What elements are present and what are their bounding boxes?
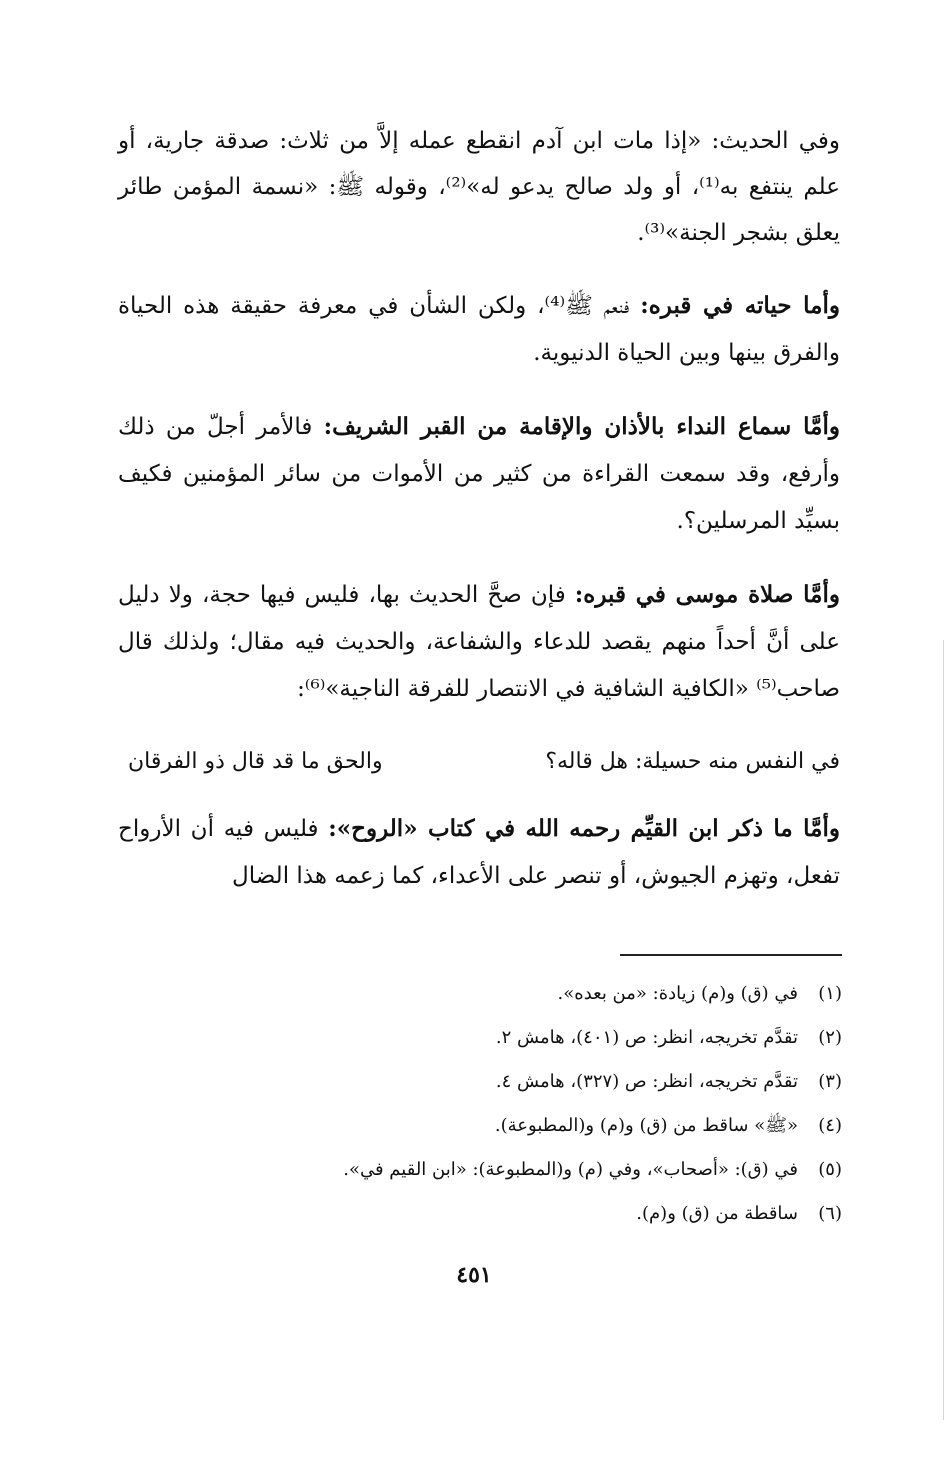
footnote-number: (٤): [818, 1115, 842, 1136]
scan-edge-line: [943, 640, 944, 1420]
paragraph-ibn-qayyim: [118, 805, 840, 900]
paragraph-lead: وأمَّا صلاة موسى في قبره:: [574, 581, 841, 608]
paragraph-text: فليس فيه أن الأرواح تفعل، وتهزم الجيوش، أو تنصر على الأعداء، كما زعمه هذا الضال: [118, 816, 840, 889]
footnote-text: ساقطة من (ق) و(م).: [636, 1203, 798, 1224]
verse-second-hemistich: والحق ما قد قال ذو الفرقان: [128, 749, 383, 774]
paragraph-text: فإن صحَّ الحديث بها، فليس فيها حجة، ولا دليل على أنَّ أحداً منهم يقصد للدعاء والشفاعة، والحديث فيه مقال؛ ولذلك قال صاحب⁽⁵⁾ «الكافية الشافية في الانتصار للفرقة الناجية»⁽⁶⁾:: [118, 582, 840, 702]
poetry-verse: [118, 739, 840, 785]
paragraph-text: فالأمر أجلّ من ذلك وأرفع، وقد سمعت القراءة من كثير من الأموات من سائر المؤمنين فكيف بسيِّد المرسلين؟.: [118, 414, 840, 534]
paragraph-lead: وأما حياته في قبره:: [640, 292, 840, 319]
paragraph-musa-prayer: [118, 571, 840, 713]
footnote-text: في (ق) و(م) زيادة: «من بعده».: [557, 983, 798, 1004]
footnote-item: [160, 972, 842, 1016]
footnote-item: [160, 1192, 842, 1236]
footnotes: [160, 972, 842, 1236]
page-number: ٤٥١: [456, 1262, 492, 1288]
footnote-text: تقدَّم تخريجه، انظر: ص (٣٢٧)، هامش ٤.: [495, 1071, 798, 1092]
main-text: [118, 118, 840, 926]
footnote-number: (١): [818, 983, 842, 1004]
footnote-separator: [620, 954, 842, 956]
footnote-text: «ﷺ» ساقط من (ق) و(م) و(المطبوعة).: [494, 1115, 798, 1136]
footnote-item: [160, 1104, 842, 1148]
footnote-item: [160, 1016, 842, 1060]
paragraph-life-in-grave: [118, 282, 840, 377]
paragraph-text: فنعم ﷺ⁽⁴⁾، ولكن الشأن في معرفة حقيقة هذه الحياة والفرق بينها وبين الحياة الدنيوية.: [118, 293, 840, 366]
verse-first-hemistich: في النفس منه حسيلة: هل قاله؟: [545, 749, 840, 774]
footnote-item: [160, 1148, 842, 1192]
footnote-number: (٢): [818, 1027, 842, 1048]
footnote-text: تقدَّم تخريجه، انظر: ص (٤٠١)، هامش ٢.: [495, 1027, 798, 1048]
paragraph-hadith: [118, 118, 840, 256]
footnote-number: (٥): [818, 1159, 842, 1180]
paragraph-lead: وأمَّا سماع النداء بالأذان والإقامة من القبر الشريف:: [323, 413, 840, 440]
paragraph-text: وفي الحديث: «إذا مات ابن آدم انقطع عمله إلاَّ من ثلاث: صدقة جارية، أو علم ينتفع به⁽¹⁾، أو ولد صالح يدعو له»⁽²⁾، وقوله ﷺ: «نسمة المؤمن طائر يعلق بشجر الجنة»⁽³⁾.: [118, 128, 840, 246]
paragraph-lead: وأمَّا ما ذكر ابن القيِّم رحمه الله في كتاب «الروح»:: [328, 815, 840, 842]
footnote-number: (٦): [818, 1203, 842, 1224]
footnote-number: (٣): [818, 1071, 842, 1092]
footnote-item: [160, 1060, 842, 1104]
paragraph-adhan: [118, 403, 840, 545]
footnote-text: في (ق): «أصحاب»، وفي (م) و(المطبوعة): «ابن القيم في».: [343, 1159, 798, 1180]
